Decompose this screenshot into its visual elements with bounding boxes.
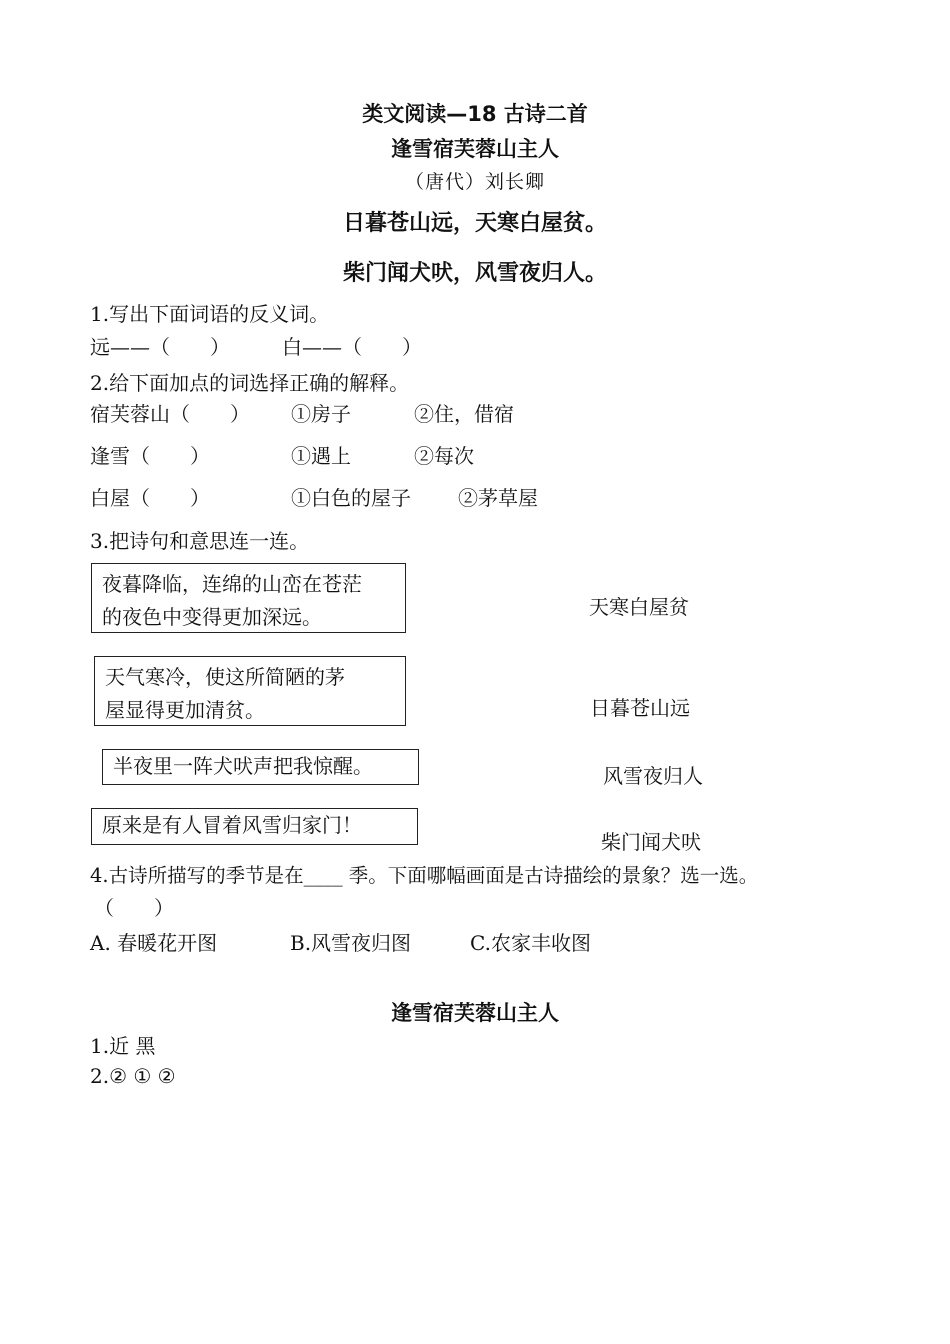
meaning-text: 屋显得更加清贫。 (105, 698, 265, 722)
verse-option: 风雪夜归人 (603, 764, 703, 788)
meaning-box (91, 808, 418, 845)
verse-option: 天寒白屋贫 (589, 595, 689, 619)
question-4-prompt: 4.古诗所描写的季节是在____ 季。下面哪幅画面是古诗描绘的景象？选一选。 (90, 864, 759, 887)
question-2-option: ①遇上 (291, 444, 351, 468)
meaning-box (91, 563, 406, 633)
question-2-word: 宿芙蓉山（ ） (90, 402, 250, 426)
meaning-text: 原来是有人冒着风雪归家门！ (102, 813, 362, 837)
meaning-text: 夜暮降临，连绵的山峦在苍茫 (102, 572, 362, 596)
meaning-text: 的夜色中变得更加深远。 (102, 605, 322, 629)
question-2-option: ②茅草屋 (458, 486, 538, 510)
question-2-prompt: 2.给下面加点的词选择正确的解释。 (90, 371, 410, 395)
question-1-prompt: 1.写出下面词语的反义词。 (90, 302, 330, 326)
answer-2: 2.② ① ② (90, 1064, 176, 1088)
question-2-option: ②每次 (414, 444, 474, 468)
question-2-option: ②住，借宿 (414, 402, 514, 426)
worksheet-title: 类文阅读—18 古诗二首 (362, 102, 588, 126)
question-2-option: ①白色的屋子 (291, 486, 411, 510)
meaning-text: 半夜里一阵犬吠声把我惊醒。 (113, 754, 373, 778)
verse-option: 日暮苍山远 (590, 696, 690, 720)
poem-author: （唐代）刘长卿 (404, 171, 545, 193)
verse-option: 柴门闻犬吠 (601, 830, 701, 854)
meaning-text: 天气寒冷，使这所简陋的茅 (105, 665, 345, 689)
question-1-item-2: 白——（ ） (282, 335, 422, 359)
question-2-word: 逢雪（ ） (90, 444, 210, 468)
answers-title: 逢雪宿芙蓉山主人 (391, 1001, 559, 1025)
poem-title: 逢雪宿芙蓉山主人 (391, 137, 559, 161)
poem-line-1: 日暮苍山远，天寒白屋贫。 (342, 211, 607, 236)
question-4-option-c: C.农家丰收图 (470, 931, 591, 955)
answer-1: 1.近 黑 (90, 1034, 156, 1058)
question-1-item-1: 远——（ ） (90, 335, 230, 359)
question-4-blank: （ ） (94, 896, 174, 920)
poem-line-2: 柴门闻犬吠，风雪夜归人。 (342, 261, 607, 286)
question-2-word: 白屋（ ） (90, 486, 210, 510)
meaning-box (94, 656, 406, 726)
meaning-box (102, 749, 419, 785)
question-4-option-b: B.风雪夜归图 (290, 931, 412, 955)
question-4-option-a: A. 春暖花开图 (90, 931, 218, 955)
question-3-prompt: 3.把诗句和意思连一连。 (90, 529, 310, 553)
question-2-option: ①房子 (291, 402, 351, 426)
